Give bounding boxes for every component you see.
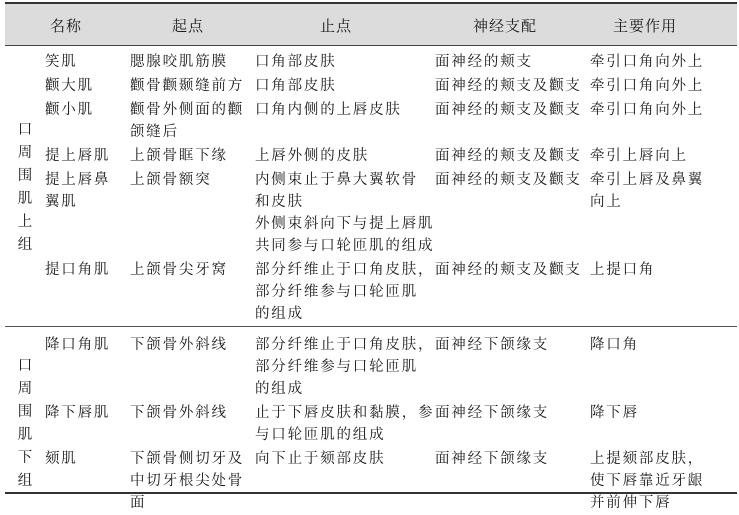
cell-nerve: 面神经下颌缘支 <box>435 337 550 353</box>
group-label: 口 周 围 肌 下 组 <box>17 358 33 489</box>
header-action: 主要作用 <box>613 17 678 35</box>
cell-origin: 下颌骨外斜线 <box>130 405 228 421</box>
cell-nerve: 面神经的颊支及颧支 <box>435 148 582 164</box>
cell-action: 上提颏部皮肤， 使下唇靠近牙龈 并前伸下唇 <box>590 451 705 511</box>
cell-origin: 颧骨外侧面的颧 颌缝后 <box>130 102 245 140</box>
cell-origin: 下颌骨侧切牙及 中切牙根尖处骨 面 <box>130 451 245 511</box>
cell-origin: 下颌骨外斜线 <box>130 337 228 353</box>
cell-insertion: 部分纤维止于口角皮肤， 部分纤维参与口轮匝肌 的组成 <box>255 262 435 322</box>
header-origin: 起点 <box>172 17 205 35</box>
table-row <box>5 144 737 168</box>
cell-action: 牵引上唇及鼻翼 向上 <box>590 172 705 210</box>
cell-insertion: 口角内侧的上唇皮肤 <box>255 102 402 118</box>
table-row <box>5 401 737 447</box>
cell-action: 牵引上唇向上 <box>590 148 688 164</box>
cell-name: 笑肌 <box>45 54 78 70</box>
cell-action: 降下唇 <box>590 405 639 421</box>
cell-insertion: 止于下唇皮肤和黏膜，参 与口轮匝肌的组成 <box>255 405 435 443</box>
bottom-rule <box>5 492 737 494</box>
cell-insertion: 口角部皮肤 <box>255 54 337 70</box>
cell-origin: 上颌骨眶下缘 <box>130 148 228 164</box>
table-row <box>5 98 737 144</box>
cell-name: 提上唇肌 <box>45 148 111 164</box>
table-row <box>5 333 737 401</box>
cell-name: 颏肌 <box>45 451 78 467</box>
cell-name: 颧小肌 <box>45 102 94 118</box>
cell-insertion: 内侧束止于鼻大翼软骨 和皮肤 外侧束斜向下与提上唇肌 共同参与口轮匝肌的组成 <box>255 172 435 254</box>
cell-name: 降下唇肌 <box>45 405 111 421</box>
table-row <box>5 74 737 98</box>
cell-name: 降口角肌 <box>45 337 111 353</box>
cell-name: 提口角肌 <box>45 262 111 278</box>
header-insertion: 止点 <box>320 17 353 35</box>
cell-insertion: 向下止于颏部皮肤 <box>255 451 386 467</box>
cell-name: 颧大肌 <box>45 78 94 94</box>
cell-insertion: 部分纤维止于口角皮肤， 部分纤维参与口轮匝肌 的组成 <box>255 337 435 397</box>
cell-origin: 上颌骨额突 <box>130 172 212 188</box>
cell-nerve: 面神经的颊支及颧支 <box>435 262 582 278</box>
cell-action: 牵引口角向外上 <box>590 102 705 118</box>
header-name: 名称 <box>50 17 83 35</box>
cell-nerve: 面神经下颌缘支 <box>435 451 550 467</box>
cell-nerve: 面神经的颊支 <box>435 54 533 70</box>
cell-nerve: 面神经的颊支及颧支 <box>435 172 582 188</box>
group-label: 口 周 围 肌 上 组 <box>17 122 33 253</box>
table-row <box>5 258 737 326</box>
cell-action: 降口角 <box>590 337 639 353</box>
cell-nerve: 面神经的颊支及颧支 <box>435 78 582 94</box>
header-nerve: 神经支配 <box>473 17 538 35</box>
cell-action: 牵引口角向外上 <box>590 54 705 70</box>
table-row <box>5 447 737 515</box>
cell-insertion: 口角部皮肤 <box>255 78 337 94</box>
table-header <box>5 4 737 46</box>
cell-action: 牵引口角向外上 <box>590 78 705 94</box>
cell-action: 上提口角 <box>590 262 656 278</box>
muscle-table <box>5 50 737 515</box>
cell-origin: 腮腺咬肌筋膜 <box>130 54 228 70</box>
cell-insertion: 上唇外侧的皮肤 <box>255 148 370 164</box>
cell-origin: 颧骨颧颞缝前方 <box>130 78 245 94</box>
cell-name: 提上唇鼻 翼肌 <box>45 172 111 210</box>
cell-origin: 上颌骨尖牙窝 <box>130 262 228 278</box>
cell-nerve: 面神经的颊支及颧支 <box>435 102 582 118</box>
cell-nerve: 面神经下颌缘支 <box>435 405 550 421</box>
table-row <box>5 168 737 258</box>
table-row <box>5 50 737 74</box>
